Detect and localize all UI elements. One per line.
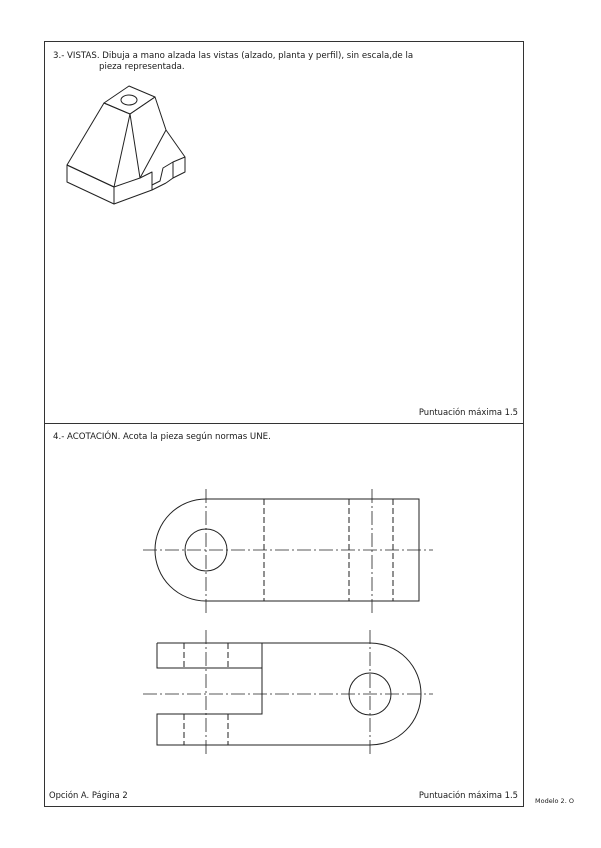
question-4-number: 4.- [53,432,65,442]
question-3-line1: Dibuja a mano alzada las vistas (alzado, planta y perfil), sin escala,de la [102,51,414,61]
question-3-score: Puntuación máxima 1.5 [418,407,518,417]
question-4-title: ACOTACIÓN. [67,432,121,442]
question-4-score: Puntuación máxima 1.5 [418,790,518,800]
question-3-line2: pieza representada. [99,62,185,72]
footer-page-label: Opción A. Página 2 [49,790,128,800]
question-3-title: VISTAS. [67,51,100,61]
question-4-instruction: Acota la pieza según normas UNE. [123,432,271,442]
lower-view-center-lines [143,630,433,755]
question-3-number: 3.- [53,51,65,61]
lower-view-fork-top [157,643,262,668]
footer-model-label: Modelo 2. O [535,797,574,805]
upper-view-center-lines [143,489,433,614]
